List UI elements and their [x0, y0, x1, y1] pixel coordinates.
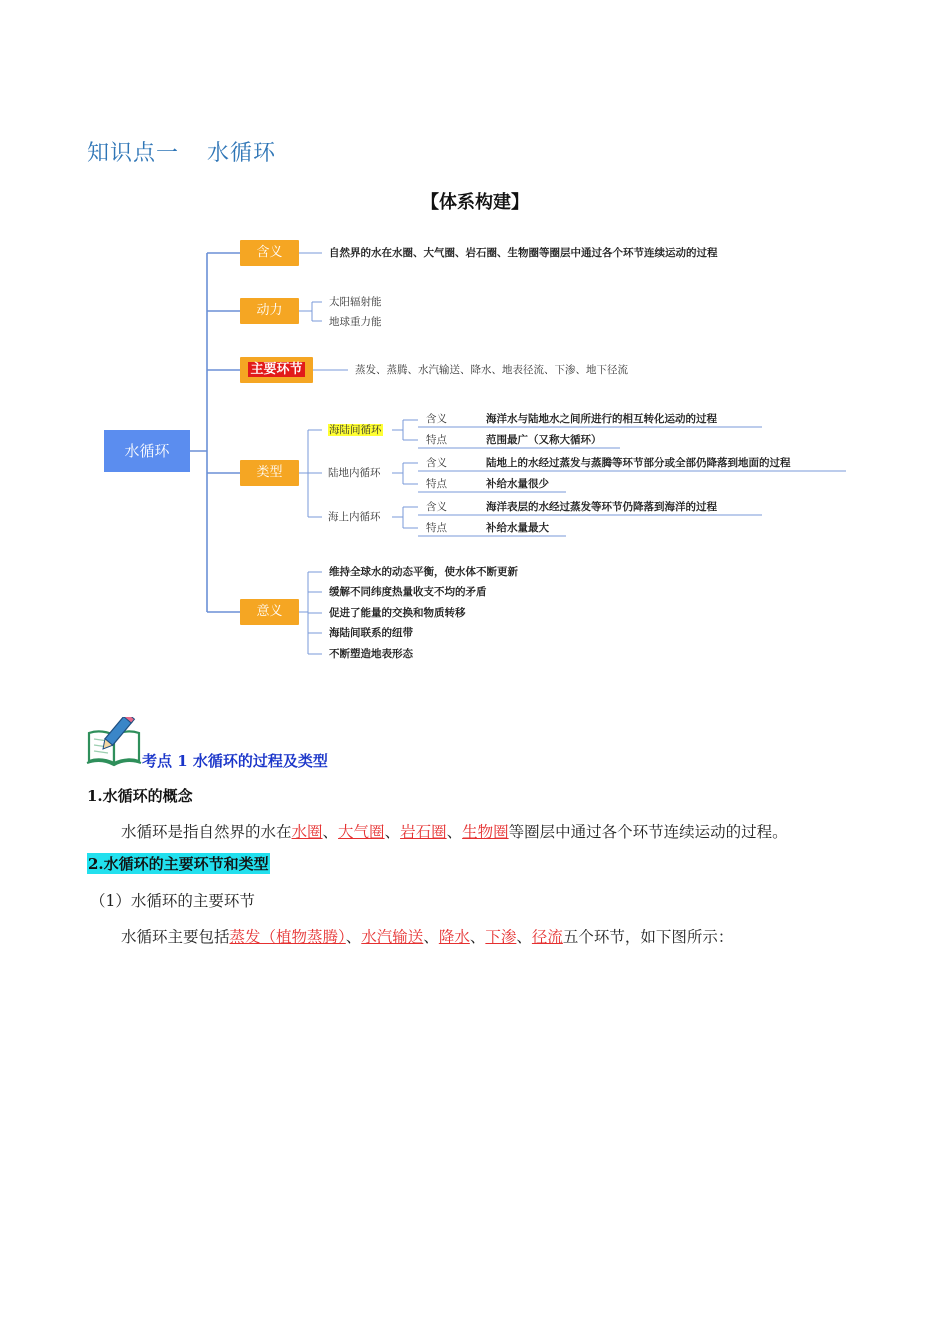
mindmap-type-hanyi: 海洋水与陆地水之间所进行的相互转化运动的过程: [486, 413, 717, 425]
separator: 、: [516, 928, 532, 946]
mindmap-type-hanyi: 海洋表层的水经过蒸发等环节仍降落到海洋的过程: [486, 501, 717, 513]
paragraph-concept: [121, 820, 788, 842]
mindmap-type-tedian: 补给水量最大: [486, 522, 549, 534]
section-title-part1: 知识点一: [87, 141, 180, 166]
separator: 、: [345, 928, 362, 946]
separator: 、: [469, 928, 486, 946]
mindmap-node-leixing: 类型: [240, 460, 299, 486]
kaodian-heading: 考点 1 水循环的过程及类型: [142, 752, 328, 770]
mindmap-type-name: 海上内循环: [328, 511, 381, 523]
keyword: 大气圈: [338, 823, 385, 841]
mindmap-type-tedian-label: 特点: [426, 478, 447, 490]
para1-prefix: 水循环是指自然界的水在: [121, 823, 292, 841]
keyword: 蒸发（植物蒸腾）: [229, 928, 346, 946]
keyword: 岩石圈: [400, 823, 447, 841]
mindmap-type-hanyi: 陆地上的水经过蒸发与蒸腾等环节部分或全部仍降落到地面的过程: [486, 457, 791, 469]
mindmap-type-hanyi-label: 含义: [426, 501, 447, 513]
mindmap-zhuyao-label: 主要环节: [250, 362, 303, 377]
para1-suffix: 等圈层中通过各个环节连续运动的过程。: [508, 823, 788, 841]
mindmap-type-tedian: 补给水量很少: [486, 478, 549, 490]
separator: 、: [446, 823, 463, 841]
keyword: 下渗: [485, 928, 517, 946]
separator: 、: [384, 823, 401, 841]
keyword: 降水: [438, 928, 470, 946]
mindmap-yiyi-item: 不断塑造地表形态: [329, 648, 413, 660]
para2-suffix: 五个环节，如下图所示：: [562, 928, 734, 946]
mindmap-dongli-item: 地球重力能: [329, 316, 382, 328]
keyword: 径流: [531, 928, 563, 946]
mindmap-root: 水循环: [104, 430, 190, 472]
mindmap-type-name: 陆地内循环: [328, 467, 381, 479]
mindmap-yiyi-item: 维持全球水的动态平衡，使水体不断更新: [329, 566, 518, 578]
separator: 、: [322, 823, 339, 841]
mindmap-yiyi-item: 海陆间联系的纽带: [329, 627, 413, 639]
mindmap-node-dongli: 动力: [240, 298, 299, 324]
subheading-1: （1）水循环的主要环节: [90, 892, 255, 910]
mindmap-type-name-highlight: 海陆间循环: [329, 424, 382, 436]
mindmap-node-zhuyao: [240, 357, 313, 383]
mindmap-type-tedian: 范围最广（又称大循环）: [486, 434, 602, 446]
mindmap-type-hanyi-label: 含义: [426, 413, 447, 425]
mindmap-yiyi-item: 促进了能量的交换和物质转移: [329, 607, 466, 619]
mindmap-zhuyao-text: 蒸发、蒸腾、水汽输送、降水、地表径流、下渗、地下径流: [355, 364, 628, 376]
paragraph-stages: [121, 925, 733, 947]
mindmap-hanyi-text: 自然界的水在水圈、大气圈、岩石圈、生物圈等圈层中通过各个环节连续运动的过程: [329, 247, 718, 259]
heading-2: 2.水循环的主要环节和类型: [88, 855, 269, 873]
mindmap-type-tedian-label: 特点: [426, 522, 447, 534]
keyword: 水汽输送: [361, 928, 424, 946]
mindmap-node-hanyi: 含义: [240, 240, 299, 266]
book-pencil-icon: [86, 717, 144, 767]
mindmap-type-name: [328, 423, 383, 437]
separator: 、: [423, 928, 439, 946]
mindmap-type-tedian-label: 特点: [426, 434, 447, 446]
keyword: 生物圈: [462, 823, 509, 841]
para2-prefix: 水循环主要包括: [121, 928, 230, 946]
system-title: 【体系构建】: [421, 192, 529, 213]
mindmap-node-yiyi: 意义: [240, 599, 299, 625]
heading-1: 1.水循环的概念: [87, 787, 193, 805]
mindmap-type-hanyi-label: 含义: [426, 457, 447, 469]
mindmap-yiyi-item: 缓解不同纬度热量收支不均的矛盾: [329, 586, 487, 598]
mindmap-dongli-item: 太阳辐射能: [329, 296, 382, 308]
keyword: 水圈: [291, 823, 323, 841]
section-title-part2: 水循环: [207, 141, 277, 166]
